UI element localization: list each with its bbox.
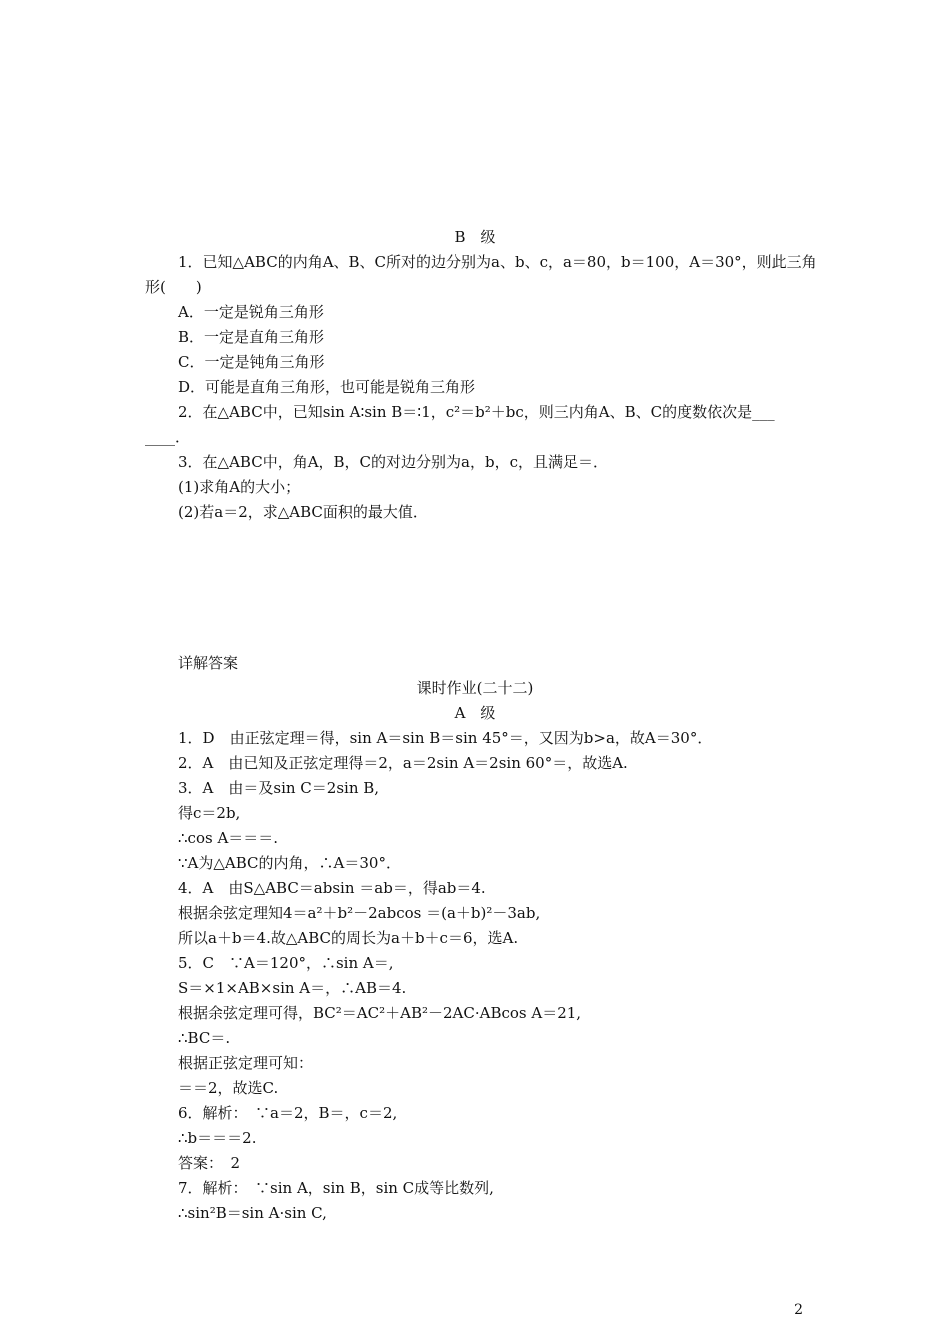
answer-line: 2．A 由已知及正弦定理得＝2，a＝2sin A＝2sin 60°＝，故选A.: [178, 754, 628, 772]
question-1-line-1: 1．已知△ABC的内角A、B、C所对的边分别为a、b、c，a＝80，b＝100，A＝30°，则此三角: [178, 253, 817, 271]
answer-line: 得c＝2b,: [178, 804, 241, 822]
question-1-line-2: 形( ): [145, 278, 202, 296]
question-1-option-b: B．一定是直角三角形: [178, 328, 325, 346]
question-1-option-a: A．一定是锐角三角形: [178, 303, 324, 321]
answer-line: 7．解析： ∵sin A，sin B，sin C成等比数列,: [178, 1179, 494, 1197]
answers-label: 详解答案: [178, 654, 239, 672]
answer-line: 4．A 由S△ABC＝absin ＝ab＝，得ab＝4.: [178, 879, 486, 897]
section-heading: B 级: [454, 228, 496, 246]
answer-line: 所以a＋b＝4.故△ABC的周长为a＋b＋c＝6，选A.: [178, 929, 519, 947]
answer-line: ＝＝2，故选C.: [178, 1079, 279, 1097]
answer-line: ∴b＝＝＝2.: [178, 1129, 257, 1147]
question-1-option-d: D．可能是直角三角形，也可能是锐角三角形: [178, 378, 476, 396]
answer-line: 1．D 由正弦定理＝得，sin A＝sin B＝sin 45°＝，又因为b>a，故A＝30°．: [178, 729, 713, 747]
question-2-line-1: 2．在△ABC中，已知sin A∶sin B＝∶1，c²＝b²＋bc，则三内角A、B、C的度数依次是___: [178, 403, 775, 421]
answer-line: 根据余弦定理可得，BC²＝AC²＋AB²－2AC·ABcos A＝21,: [178, 1004, 582, 1022]
answer-line: 6．解析： ∵a＝2，B＝，c＝2,: [178, 1104, 398, 1122]
answer-line: ∴BC＝.: [178, 1029, 231, 1047]
answer-line: 3．A 由＝及sin C＝2sin B,: [178, 779, 380, 797]
answer-line: ∴sin²B＝sin A·sin C,: [178, 1204, 327, 1222]
question-2-line-2: ____．: [145, 428, 191, 446]
answer-line: S＝×1×AB×sin A＝，∴AB＝4.: [178, 979, 407, 997]
question-1-option-c: C．一定是钝角三角形: [178, 353, 325, 371]
answer-line: 5．C ∵A＝120°，∴sin A＝,: [178, 954, 394, 972]
question-3-part-2: (2)若a＝2，求△ABC面积的最大值．: [178, 503, 428, 521]
question-3-part-1: (1)求角A的大小；: [178, 478, 301, 496]
page-number: 2: [794, 1302, 803, 1318]
answer-line: 答案： 2: [178, 1154, 241, 1172]
answer-line: ∵A为△ABC的内角，∴A＝30°．: [178, 854, 401, 872]
answer-line: ∴cos A＝＝＝.: [178, 829, 279, 847]
answer-line: 根据正弦定理可知：: [178, 1054, 314, 1072]
answers-title: 课时作业(二十二): [416, 679, 534, 697]
answers-level-heading: A 级: [454, 704, 496, 722]
question-3-line-1: 3．在△ABC中，角A，B，C的对边分别为a，b，c，且满足＝．: [178, 453, 608, 471]
answer-line: 根据余弦定理知4＝a²＋b²－2abcos ＝(a＋b)²－3ab,: [178, 904, 541, 922]
